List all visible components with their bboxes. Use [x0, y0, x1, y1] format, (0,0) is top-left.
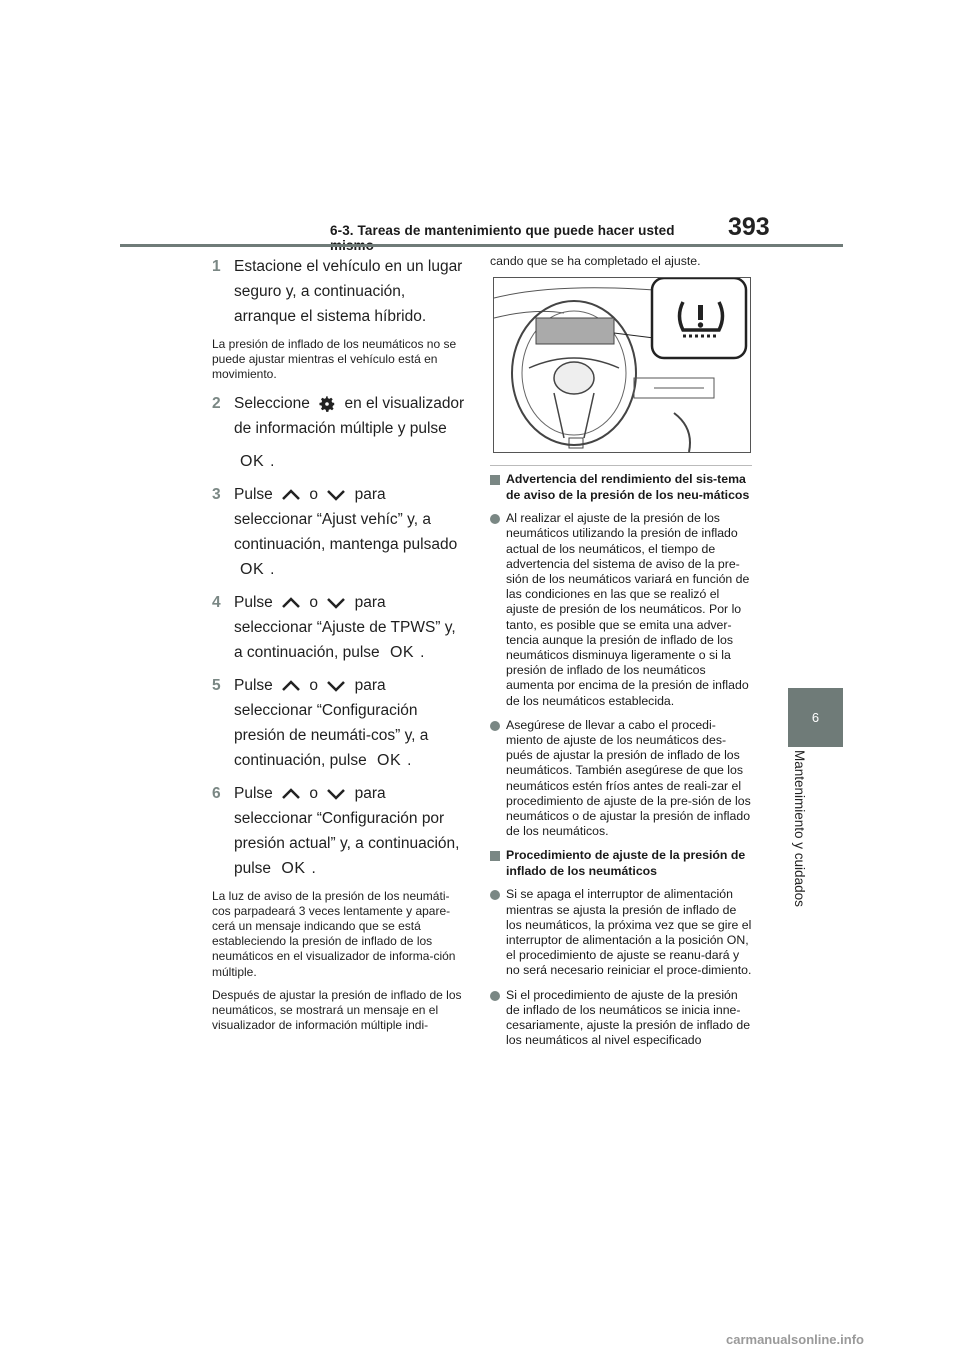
section-divider [490, 465, 752, 466]
square-marker-icon [490, 851, 500, 861]
step-6 [212, 781, 467, 881]
period: . [270, 560, 275, 578]
step-text: para seleccionar “Configuración por presión actual” y, a continuación, pulse [234, 784, 460, 877]
or-text: o [309, 485, 319, 503]
step-number: 3 [212, 485, 221, 503]
section-heading [490, 472, 752, 503]
ok-key: OK [281, 859, 306, 877]
header-rule [120, 244, 843, 247]
gear-icon [318, 395, 336, 413]
step-4 [212, 590, 467, 665]
chevron-up-icon [281, 489, 301, 501]
bullet-dot-icon [490, 514, 500, 524]
section-heading-text: Advertencia del rendimiento del sis-tema de aviso de la presión de los neu-máticos [506, 472, 750, 502]
period: . [311, 859, 316, 877]
step-text: Pulse [234, 593, 273, 611]
step-5 [212, 673, 467, 773]
square-marker-icon [490, 475, 500, 485]
note: La presión de inflado de los neumáticos no se puede ajustar mientras el vehículo está en movimiento. [212, 337, 457, 382]
section-heading-text: Procedimiento de ajuste de la presión de inflado de los neumáticos [506, 848, 746, 878]
chapter-tab-number: 6 [811, 710, 820, 725]
page-number: 393 [728, 213, 770, 241]
step-1 [212, 254, 467, 329]
bullet-dot-icon [490, 721, 500, 731]
note: La luz de aviso de la presión de los neumáti-cos parpadeará 3 veces lentamente y apare-cerá un mensaje indicando que se está estableciendo la presión de inflado de los neumáticos en el visualizador de informa-ción múltiple. [212, 888, 456, 979]
bullet-item [490, 887, 752, 978]
chapter-side-label: Mantenimiento y cuidados [792, 750, 807, 907]
or-text: o [309, 593, 319, 611]
step-text: para seleccionar “Configuración presión de neumáti-cos” y, a continuación, pulse [234, 676, 429, 769]
bullet-text: Asegúrese de llevar a cabo el procedi-miento de ajuste de los neumáticos des-pués de ajustar la presión de inflado de los neumáticos. También asegúrese de que los neumáticos estén fríos antes de reali-zar el procedimiento de ajuste de la pre-sión de los neumáticos o de ajustar la presión de inflado de los neumáticos. [506, 717, 751, 839]
step-text: para seleccionar “Ajuste de TPWS” y, a continuación, pulse [234, 593, 456, 661]
ok-key: OK [377, 751, 402, 769]
dashboard-illustration [493, 277, 751, 453]
chapter-header: 6-3. Tareas de mantenimiento que puede hacer usted [330, 223, 675, 238]
section-heading [490, 848, 752, 879]
bullet-text: Si se apaga el interruptor de alimentación mientras se ajusta la presión de inflado de los neumáticos, la próxima vez que se gire el interruptor de alimentación a la posición ON, el procedimiento de ajuste se reanu-dará y no será necesario reiniciar el proce-dimiento. [506, 887, 752, 978]
tire-pressure-warning-icon [674, 298, 728, 340]
step-text: Pulse [234, 784, 273, 802]
step-number: 4 [212, 593, 221, 611]
chevron-down-icon [326, 597, 346, 609]
period: . [420, 643, 425, 661]
chevron-up-icon [281, 680, 301, 692]
bullet-item [490, 511, 752, 709]
note: Después de ajustar la presión de inflado de los neumáticos, se mostrará un mensaje en el visualizador de información múltiple indi- [212, 987, 462, 1033]
step-number: 5 [212, 676, 221, 694]
bullet-item [490, 718, 752, 840]
step-2 [212, 391, 467, 474]
ok-key: OK [389, 643, 415, 661]
bullet-dot-icon [490, 991, 500, 1001]
left-column [212, 254, 467, 1041]
chapter-tab [788, 688, 843, 747]
note-continuation: cando que se ha completado el ajuste. [490, 254, 701, 268]
step-text: en el visualizador de información múltiple y pulse [234, 394, 465, 437]
chevron-down-icon [326, 680, 346, 692]
bullet-text: Si el procedimiento de ajuste de la presión de inflado de los neumáticos se inicia inne-cesariamente, ajuste la presión de inflado de los neumáticos al nivel especificado [506, 987, 751, 1048]
bullet-text: Al realizar el ajuste de la presión de los neumáticos utilizando la presión de inflado actual de los neumáticos, el tiempo de advertencia del sistema de aviso de la pre-sión de los neumáticos variará en función de las condiciones en las que se realizó el ajuste de presión de los neumáticos. Por lo tanto, es posible que se emita una adver-tencia aunque la presión de inflado de los neumáticos disminuya ligeramente o si la presión de inflado de los neumáticos aumenta por encima de la presión de inflado de los neumáticos establecida. [506, 511, 750, 708]
step-text: para seleccionar “Ajust vehíc” y, a continuación, mantenga pulsado [234, 485, 458, 553]
right-column [490, 254, 752, 1058]
step-text: Seleccione [234, 394, 310, 412]
step-text: Estacione el vehículo en un lugar seguro y, a continuación, arranque el sistema híbrido. [234, 258, 463, 325]
chevron-up-icon [281, 788, 301, 800]
step-text: Pulse [234, 485, 273, 503]
period: . [270, 452, 275, 470]
bullet-dot-icon [490, 890, 500, 900]
bullet-item [490, 988, 752, 1049]
or-text: o [309, 784, 319, 802]
period: . [407, 751, 412, 769]
chevron-down-icon [326, 788, 346, 800]
step-number: 1 [212, 258, 221, 275]
watermark: carmanualsonline.info [726, 1332, 864, 1347]
step-3 [212, 482, 467, 582]
ok-key: OK [240, 452, 265, 470]
ok-key: OK [240, 560, 265, 578]
step-number: 6 [212, 784, 221, 802]
step-number: 2 [212, 394, 221, 412]
or-text: o [309, 676, 319, 694]
chevron-up-icon [281, 597, 301, 609]
step-text: Pulse [234, 676, 273, 694]
chevron-down-icon [326, 489, 346, 501]
